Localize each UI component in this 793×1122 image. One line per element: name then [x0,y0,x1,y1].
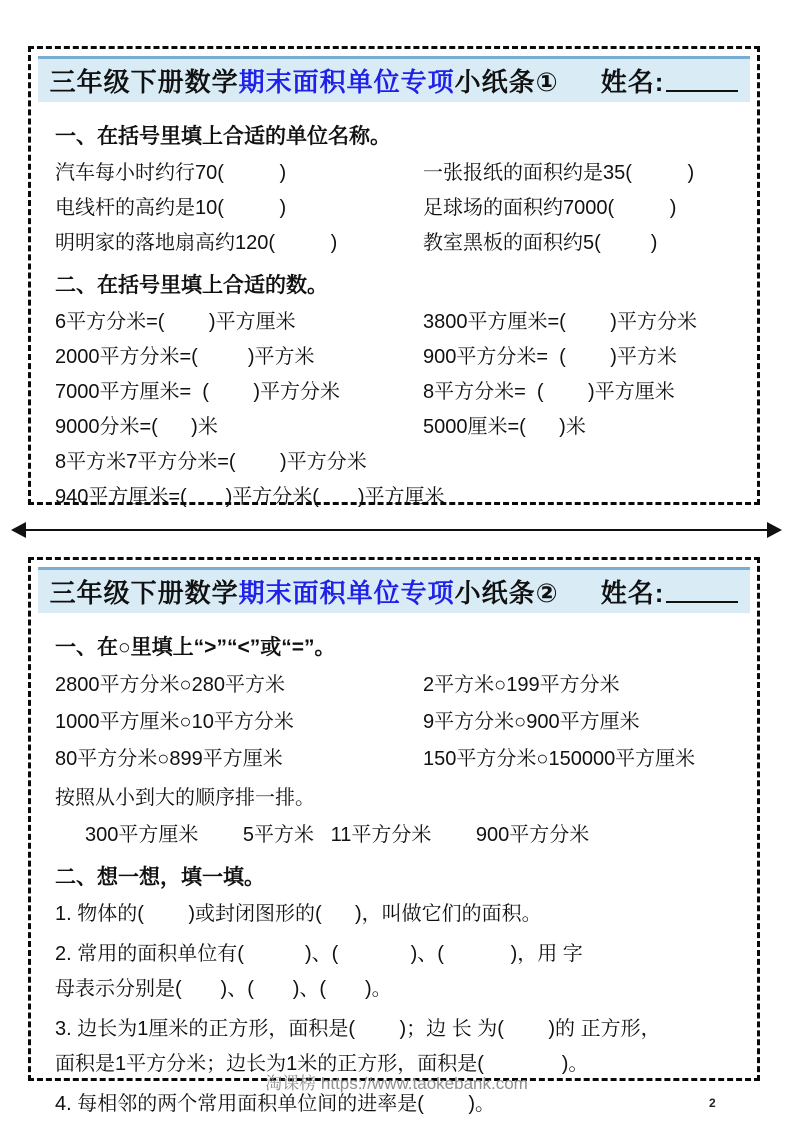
worksheet-slip-1 [28,46,760,508]
compare-item: 2平方米○199平方分米 [423,674,620,696]
conversion-item: 9000分米=( )米 [55,416,218,438]
worksheet-line [55,410,743,445]
header-title-suffix: 小纸条① [454,67,559,97]
conversion-item: 8平方分米= ( )平方厘米 [423,381,675,403]
question-line: 1. 物体的( )或封闭图形的( )，叫做它们的面积。 [55,903,542,925]
compare-item: 150平方分米○150000平方厘米 [423,748,696,770]
worksheet-line [55,375,743,410]
worksheet-header [38,56,750,102]
section-heading: 一、在○里填上“>”“<”或“=”。 [55,636,336,659]
fill-blank-item: 教室黑板的面积约5( ) [423,232,658,254]
section-heading: 一、在括号里填上合适的单位名称。 [55,125,391,148]
header-title-highlight: 期末面积单位专项 [238,578,455,608]
header-title-suffix: 小纸条② [454,578,559,608]
fill-blank-item: 汽车每小时约行70( ) [55,162,287,184]
worksheet-line [55,704,743,741]
name-blank-line [666,597,738,603]
order-prompt: 按照从小到大的顺序排一排。 [55,787,315,809]
conversion-item: 8平方米7平方分米=( )平方分米 [55,451,367,473]
question-line: 母表示分别是( )、( )、( )。 [55,978,392,1000]
section-heading: 二、想一想，填一填。 [55,866,265,889]
worksheet-line [55,191,743,226]
compare-item: 9平方分米○900平方厘米 [423,711,640,733]
question-line: 4. 每相邻的两个常用面积单位间的进率是( )。 [55,1093,496,1115]
worksheet-body [31,102,757,515]
conversion-item: 3800平方厘米=( )平方分米 [423,311,697,333]
compare-item: 2800平方分米○280平方米 [55,674,285,696]
question-line: 面积是1平方分米；边长为1米的正方形，面积是( )。 [55,1053,589,1075]
header-title-prefix: 三年级下册数学 [49,67,239,97]
fill-blank-item: 一张报纸的面积约是35( ) [423,162,695,184]
conversion-item: 6平方分米=( )平方厘米 [55,311,296,333]
compare-item: 1000平方厘米○10平方分米 [55,711,294,733]
worksheet-line [55,340,743,375]
conversion-item: 5000厘米=( )米 [423,416,586,438]
worksheet-line [55,226,743,261]
conversion-item: 900平方分米= ( )平方米 [423,346,677,368]
conversion-item: 940平方厘米=( )平方分米( )平方厘米 [55,486,445,508]
question-line: 2. 常用的面积单位有( )、( )、( )，用 字 [55,943,583,965]
conversion-item: 2000平方分米=( )平方米 [55,346,315,368]
worksheet-header [38,567,750,613]
worksheet-body [31,613,757,1122]
fill-blank-item: 足球场的面积约7000( ) [423,197,677,219]
section-heading: 二、在括号里填上合适的数。 [55,274,328,297]
header-title-prefix: 三年级下册数学 [49,578,239,608]
question-line: 3. 边长为1厘米的正方形，面积是( )；边 长 为( )的 正方形， [55,1018,661,1040]
name-blank-line [666,86,738,92]
header-title-highlight: 期末面积单位专项 [238,67,455,97]
compare-item: 80平方分米○899平方厘米 [55,748,283,770]
double-arrow-divider [10,517,783,543]
worksheet-line [55,667,743,704]
name-label: 姓名: [600,67,665,97]
worksheet-line [55,305,743,340]
order-items: 300平方厘米 5平方米 11平方分米 900平方分米 [85,824,590,846]
page-number: 2 [709,1096,716,1110]
conversion-item: 7000平方厘米= ( )平方分米 [55,381,341,403]
name-label: 姓名: [600,578,665,608]
worksheet-line [55,156,743,191]
fill-blank-item: 明明家的落地扇高约120( ) [55,232,338,254]
fill-blank-item: 电线杆的高约是10( ) [55,197,287,219]
watermark: 淘课榜 https://www.taokebank.com [265,1074,528,1093]
worksheet-line [55,741,743,778]
